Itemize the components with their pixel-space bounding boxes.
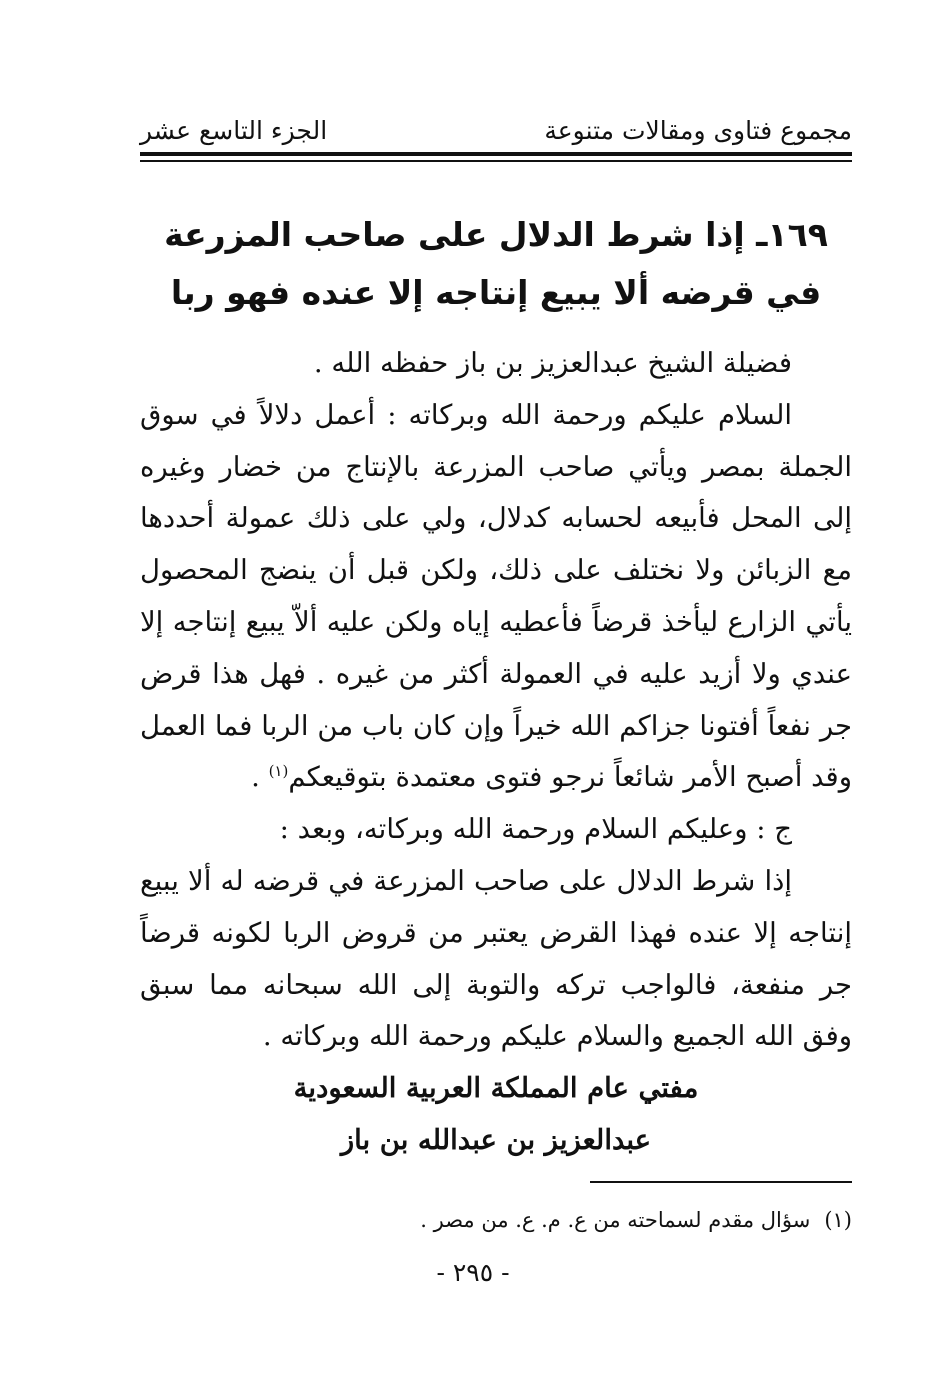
question-salutation: فضيلة الشيخ عبدالعزيز بن باز حفظه الله .	[313, 347, 792, 379]
answer-text: إذا شرط الدلال على صاحب المزرعة في قرضه له ألا يبيع إنتاجه إلا عنده فهذا القرض يعتبر من قروض الربا لكونه قرضاً جر منفعة، فالواجب تركه والتوبة إلى الله سبحانه مما سبق وفق الله الجميع والسلام عليكم ورحمة الله وبركاته .	[140, 864, 852, 1053]
footnote	[140, 1205, 852, 1235]
footnote-rule	[590, 1181, 852, 1183]
answer-opening: ج : وعليكم السلام ورحمة الله وبركاته، وبعد :	[279, 813, 792, 846]
footnote-text: سؤال مقدم لسماحته من ع. م. ع. من مصر .	[420, 1208, 811, 1232]
signature-position: مفتي عام المملكة العربية السعودية	[293, 1072, 699, 1105]
fatwa-title-line-1: ١٦٩ـ إذا شرط الدلال على صاحب المزرعة	[164, 215, 828, 254]
header-volume: الجزء التاسع عشر	[140, 116, 328, 145]
fatwa-title-line-2: في قرضه ألا يبيع إنتاجه إلا عنده فهو ربا	[170, 273, 822, 312]
footnote-reference: (١)	[268, 762, 289, 781]
signature-name: عبدالعزيز بن عبدالله بن باز	[340, 1123, 652, 1156]
fatwa-title	[140, 206, 852, 322]
question-paragraph	[140, 390, 852, 804]
question-end: .	[251, 761, 269, 794]
header-book-title: مجموع فتاوى ومقالات متنوعة	[544, 116, 852, 145]
fatwa-body	[140, 338, 852, 1167]
question-text: السلام عليكم ورحمة الله وبركاته : أعمل دلالاً في سوق الجملة بمصر ويأتي صاحب المزرعة بالإنتاج من خضار وغيره إلى المحل فأبيعه لحسابه كدلال، ولي على ذلك عمولة أحددها مع الزبائن ولا نختلف على ذلك، ولكن قبل أن ينضج المحصول يأتي الزارع ليأخذ قرضاً فأعطيه إياه ولكن عليه ألاّ يبيع إنتاجه إلا عندي ولا أزيد عليه في العمولة أكثر من غيره . فهل هذا قرض جر نفعاً أفتونا جزاكم الله خيراً وإن كان باب من الربا فما العمل وقد أصبح الأمر شائعاً نرجو فتوى معتمدة بتوقيعكم	[140, 398, 852, 794]
footnote-number: (١)	[824, 1208, 852, 1232]
page-number: - ٢٩٥ -	[436, 1258, 510, 1287]
header-rule-thick	[140, 152, 852, 156]
header-rule-thin	[140, 160, 852, 162]
running-header	[140, 112, 852, 152]
